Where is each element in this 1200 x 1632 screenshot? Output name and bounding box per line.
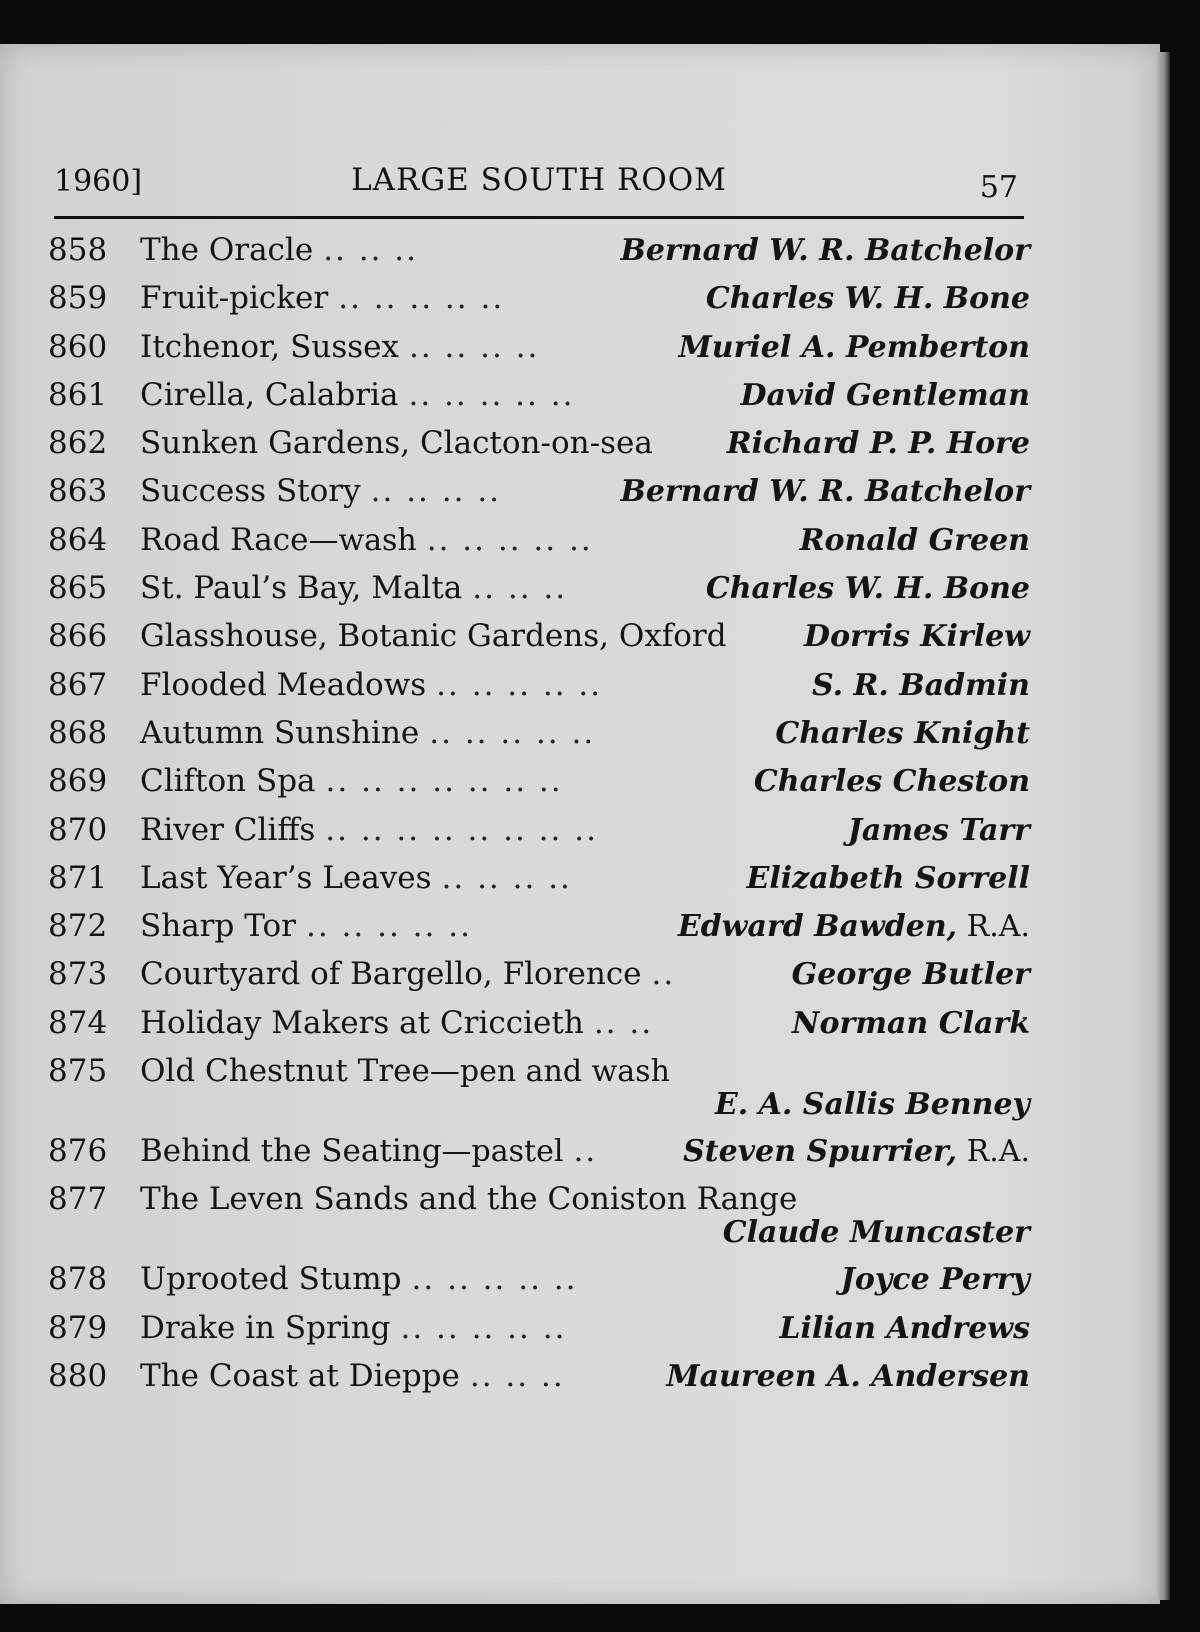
entry-title: The Oracle (140, 232, 314, 268)
entry-title-group (140, 564, 462, 612)
entry-artist-group (666, 1353, 1030, 1401)
dot-leader: .. (651, 956, 676, 993)
entry-title-group (140, 1304, 391, 1352)
entry-title-group (140, 854, 432, 902)
dot-leader: .. .. .. .. (441, 859, 572, 896)
entry-artist: Charles W. H. Bone (705, 571, 1030, 607)
entry-number: 861 (48, 376, 108, 413)
catalogue-entry (48, 1304, 1030, 1352)
page-title: LARGE SOUTH ROOM (351, 162, 727, 198)
dot-leader: .. .. .. .. .. (400, 1309, 567, 1346)
entry-artist-group (812, 662, 1030, 710)
dot-leader: .. .. .. (323, 232, 419, 268)
dot-leader: .. .. .. .. .. (338, 280, 505, 317)
entry-artist: Charles Cheston (753, 764, 1030, 800)
entry-artist-group (841, 1256, 1030, 1304)
entry-title: Cirella, Calabria (140, 376, 399, 413)
entry-number: 862 (48, 425, 108, 462)
entry-artist: Lilian Andrews (779, 1310, 1030, 1346)
entry-title: Holiday Makers at Criccieth (140, 1004, 584, 1041)
entry-number: 865 (48, 570, 108, 607)
entry-artist-group (747, 855, 1030, 903)
entry-number: 875 (48, 1053, 108, 1090)
entry-title-group (140, 1255, 402, 1303)
entry-title-group (140, 950, 642, 998)
entry-artist-group (792, 951, 1030, 999)
page-number: 57 (979, 170, 1018, 205)
catalogue-entry (48, 709, 1030, 757)
dot-leader: .. .. .. .. .. (408, 376, 575, 413)
entry-title: The Leven Sands and the Coniston Range (140, 1181, 798, 1218)
entry-title: Autumn Sunshine (140, 714, 420, 751)
entry-artist: Dorris Kirlew (804, 619, 1030, 655)
entry-number: 878 (48, 1261, 108, 1298)
dot-leader: .. (573, 1133, 598, 1170)
entry-number: 876 (48, 1133, 108, 1170)
header-year: 1960] (54, 164, 143, 199)
entry-title: Glasshouse, Botanic Gardens, Oxford (140, 618, 727, 655)
entry-artist-group (723, 1209, 1030, 1257)
entry-artist: Elizabeth Sorrell (746, 860, 1030, 896)
entry-title-group (140, 226, 313, 274)
dot-leader: .. .. .. .. .. (426, 521, 593, 558)
catalogue-entry (48, 371, 1030, 419)
dot-leader: .. .. .. .. .. (436, 666, 603, 703)
entry-number: 880 (48, 1357, 108, 1394)
entry-artist-group (715, 1081, 1030, 1129)
entry-title-group (140, 757, 316, 805)
dot-leader: .. .. .. .. .. .. .. (325, 763, 563, 800)
entry-artist: David Gentleman (740, 377, 1030, 413)
entry-artist-group (775, 710, 1030, 758)
entry-artist-group (792, 1000, 1030, 1048)
entry-title: Last Year’s Leaves (140, 859, 432, 896)
catalogue-entry (48, 516, 1030, 564)
entry-title-group (140, 612, 727, 660)
entry-number: 873 (48, 956, 108, 993)
catalogue-entry (48, 757, 1030, 805)
entry-artist: Bernard W. R. Batchelor (620, 474, 1030, 510)
catalogue-entry (48, 274, 1030, 322)
entry-title: Drake in Spring (140, 1309, 391, 1346)
entry-title-group (140, 1175, 797, 1223)
entry-title-group (140, 661, 426, 709)
catalogue-list (48, 226, 1030, 1400)
catalogue-entry (48, 1127, 1030, 1175)
entry-artist-group (754, 758, 1030, 806)
entry-title-group (140, 1127, 563, 1176)
entry-title: Old Chestnut Tree (140, 1053, 430, 1090)
entry-title-group (140, 1047, 670, 1096)
entry-artist-group (727, 420, 1030, 468)
dot-leader: .. .. .. (472, 570, 568, 607)
entry-title-group (140, 467, 361, 515)
catalogue-entry (48, 1047, 1030, 1127)
catalogue-entry (48, 467, 1030, 515)
entry-medium: —pen and wash (429, 1054, 670, 1090)
entry-title-group (140, 516, 417, 565)
entry-number: 869 (48, 763, 108, 800)
entry-artist: Maureen A. Andersen (666, 1358, 1030, 1394)
entry-artist: James Tarr (847, 812, 1030, 848)
entry-title: St. Paul’s Bay, Malta (140, 570, 463, 607)
entry-artist-group (621, 227, 1030, 275)
entry-artist-group (679, 324, 1030, 372)
page-edge (1156, 52, 1170, 1600)
entry-artist-group (848, 807, 1030, 855)
entry-title: Sunken Gardens, Clacton-on-sea (140, 425, 653, 462)
catalogue-entry (48, 1175, 1030, 1255)
entry-artist: Steven Spurrier, (683, 1134, 958, 1170)
entry-artist: George Butler (791, 957, 1030, 993)
entry-title-group (140, 999, 584, 1047)
entry-title-group (140, 1352, 460, 1400)
entry-title: The Coast at Dieppe (140, 1357, 460, 1394)
entry-artist: Edward Bawden, (677, 909, 958, 945)
entry-title: Courtyard of Bargello, Florence (140, 956, 642, 993)
catalogue-entry (48, 902, 1030, 950)
entry-title: Behind the Seating (140, 1133, 442, 1170)
entry-number: 860 (48, 328, 108, 365)
running-header (54, 160, 1024, 204)
entry-title: Clifton Spa (140, 763, 316, 800)
entry-artist-group (621, 468, 1030, 516)
dot-leader: .. .. .. .. .. (411, 1261, 578, 1298)
entry-artist: Charles W. H. Bone (705, 281, 1030, 317)
entry-artist: Claude Muncaster (722, 1215, 1030, 1251)
entry-artist-group (779, 1305, 1030, 1353)
header-rule (54, 216, 1024, 219)
dot-leader: .. .. .. .. .. (429, 714, 596, 751)
entry-artist: Ronald Green (799, 522, 1030, 558)
entry-number: 872 (48, 908, 108, 945)
entry-artist: Joyce Perry (840, 1262, 1030, 1298)
entry-medium: —wash (308, 522, 417, 558)
entry-number: 859 (48, 280, 108, 317)
entry-title: Flooded Meadows (140, 666, 427, 703)
catalogue-entry (48, 999, 1030, 1047)
entry-artist: Charles Knight (775, 715, 1030, 751)
catalogue-entry (48, 564, 1030, 612)
dot-leader: .. .. .. .. .. .. .. .. (325, 811, 598, 848)
entry-title-group (140, 709, 419, 757)
entry-number: 867 (48, 666, 108, 703)
entry-medium: —pastel (441, 1134, 564, 1170)
entry-title: Fruit-picker (140, 280, 329, 317)
artist-honour: R.A. (957, 1134, 1030, 1170)
entry-title: Itchenor, Sussex (140, 328, 399, 365)
entry-artist: Norman Clark (792, 1005, 1030, 1041)
dot-leader: .. .. .. .. (370, 473, 502, 510)
entry-title-group (140, 419, 653, 467)
catalogue-entry (48, 854, 1030, 902)
entry-number: 879 (48, 1309, 108, 1346)
artist-honour: R.A. (957, 909, 1030, 945)
entry-artist: E. A. Sallis Benney (714, 1087, 1030, 1123)
catalogue-entry (48, 661, 1030, 709)
dot-leader: .. .. .. (469, 1357, 565, 1394)
catalogue-entry (48, 419, 1030, 467)
dot-leader: .. .. (593, 1004, 654, 1041)
entry-number: 871 (48, 859, 108, 896)
dot-leader: .. .. .. .. (408, 328, 540, 365)
entry-number: 866 (48, 618, 108, 655)
entry-title-group (140, 806, 315, 854)
entry-artist: Muriel A. Pemberton (678, 329, 1030, 365)
entry-artist: Bernard W. R. Batchelor (620, 233, 1030, 268)
entry-number: 874 (48, 1004, 108, 1041)
entry-title-group (140, 323, 399, 371)
entry-artist-group (683, 1128, 1030, 1176)
entry-artist-group (740, 372, 1030, 420)
entry-number: 870 (48, 811, 108, 848)
catalogue-entry (48, 1352, 1030, 1400)
entry-title-group (140, 371, 398, 419)
entry-title-group (140, 274, 328, 322)
catalogue-entry (48, 226, 1030, 274)
catalogue-entry (48, 323, 1030, 371)
entry-title: River Cliffs (140, 811, 316, 848)
entry-title: Success Story (140, 473, 361, 510)
entry-artist-group (800, 517, 1030, 565)
entry-title: Sharp Tor (140, 908, 296, 945)
entry-number: 864 (48, 521, 108, 558)
catalogue-entry (48, 806, 1030, 854)
entry-artist-group (706, 275, 1030, 323)
entry-title: Uprooted Stump (140, 1261, 402, 1298)
entry-title: Road Race (140, 521, 309, 558)
entry-number: 877 (48, 1181, 108, 1218)
catalogue-entry (48, 1255, 1030, 1303)
entry-number: 858 (48, 232, 108, 268)
catalogue-entry (48, 612, 1030, 660)
entry-artist-group (804, 613, 1030, 661)
entry-number: 863 (48, 473, 108, 510)
catalogue-entry (48, 950, 1030, 998)
entry-artist: Richard P. P. Hore (726, 426, 1030, 462)
entry-artist-group (706, 565, 1030, 613)
entry-number: 868 (48, 714, 108, 751)
dot-leader: .. .. .. .. .. (305, 908, 472, 945)
entry-artist: S. R. Badmin (811, 667, 1030, 703)
entry-title-group (140, 902, 296, 950)
entry-artist-group (678, 903, 1030, 951)
